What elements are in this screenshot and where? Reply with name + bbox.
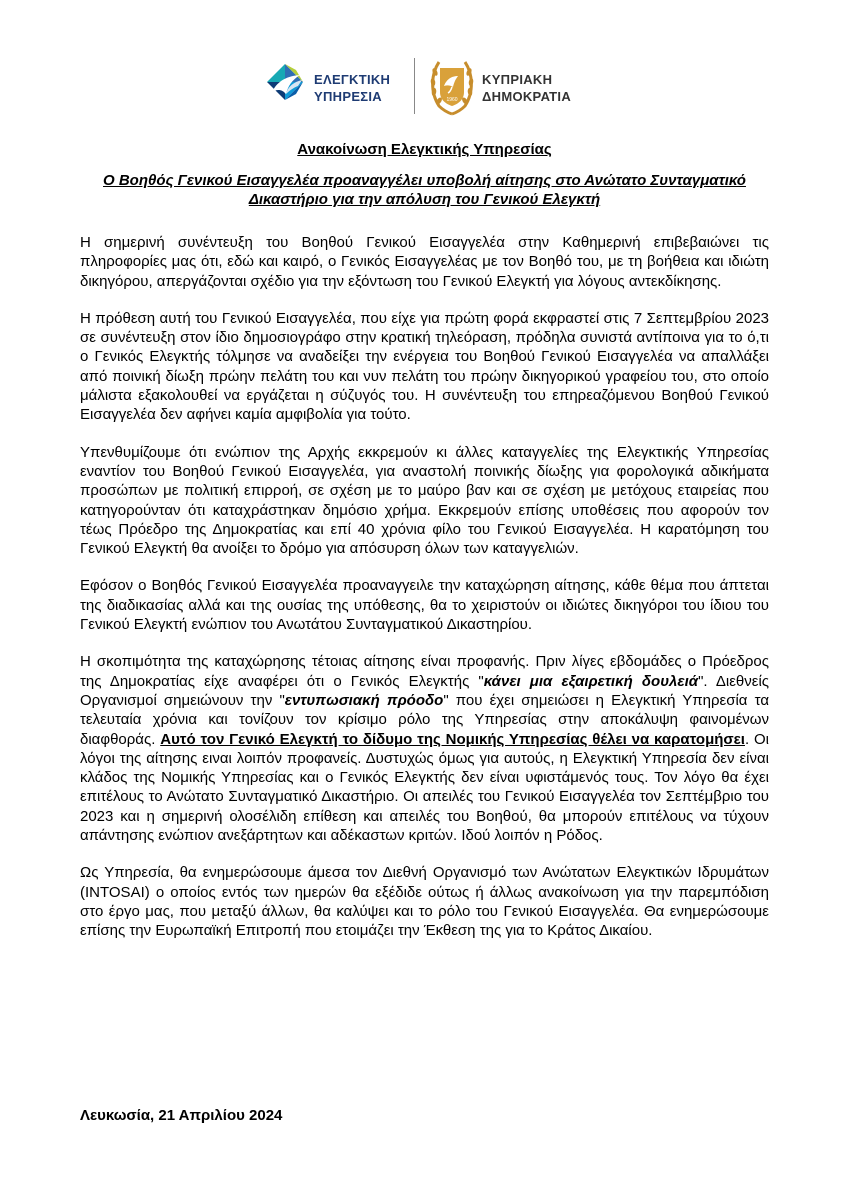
emphasized-text: ολοσέλιδη επίθεση και απειλές του Βοηθού: [229, 807, 528, 825]
paragraph-text: . Πριν λίγες εβδομάδες ο: [525, 653, 703, 671]
emphasized-text: Γενικού Ελεγκτή: [442, 272, 550, 290]
emphasized-text: INTOSAI: [85, 883, 145, 901]
paragraph-text: τον Σεπτέμβριο του 2023 και η σημερινή: [80, 788, 769, 825]
paragraph-text: για την: [294, 272, 349, 290]
paragraph-text: σημειώνουν την ": [156, 691, 285, 709]
announcement-headings: [80, 140, 769, 209]
emphasized-text: Ιδού λοιπόν η Ρόδος: [461, 827, 599, 845]
letterhead: [0, 52, 849, 122]
paragraph-text: τον Διεθνή Οργανισμό των Ανώτατων Ελεγκτικών Ιδρυμάτων (: [80, 864, 769, 901]
emphasized-text: εξόντωση: [348, 272, 413, 290]
emphasized-text: εντυπωσιακή πρόοδο: [284, 691, 444, 709]
emphasized-text: πρόδηλα συνιστά αντίποινα: [515, 329, 700, 347]
emphasized-text: σχέδιο: [250, 272, 295, 290]
paragraph-text: για το ό,τι ο Γενικός Ελεγκτής τόλμησε να αναδείξει την ενέργεια του Βοηθού Γενικού Εισαγγελέα να απαλλάξει από ποινική δίωξη πρώην πελάτη του και νυν πελάτη του πρώην δικηγορικού γραφείου του, στο οποίο μάλιστα εξακολουθεί να εργάζεται η σύζυγός του. Η συνέντευξη του επηρεαζόμενου Βοηθού Γενικού Εισαγγελέα δεν αφήνει καμία αμφιβολία για τούτο.: [80, 329, 769, 424]
republic-name-line1: ΚΥΠΡΙΑΚΗ: [482, 72, 553, 87]
paragraph-text: ".: [698, 672, 716, 690]
paragraph-text: και επί 40 χρόνια φίλο του Γενικού Εισαγγελέα. Η καρατόμηση του Γενικού Ελεγκτή θα ανοίξει το δρόμο για απόσυρση όλων των καταγγελιών.: [80, 520, 769, 558]
emphasized-text: κάνει μια εξαιρετική δουλειά: [483, 672, 699, 690]
paragraph-text: είχε αναφέρει ότι ο Γενικός Ελεγκτής ": [195, 672, 484, 690]
paragraph-text: Η: [80, 653, 97, 671]
cyprus-emblem-icon: [425, 56, 479, 116]
emphasized-text: πρόθεση αυτή: [95, 309, 191, 327]
emphasized-text: Πρόεδρος της Δημοκρατίας: [80, 653, 770, 690]
paragraph-text: .: [151, 730, 161, 748]
paragraph-text: που αφορούν τον: [639, 501, 769, 519]
audit-office-name-line1: ΕΛΕΓΚΤΙΚΗ: [314, 72, 391, 87]
emphasized-text: υποθέσεις: [571, 501, 640, 519]
republic-of-cyprus-logo: [425, 56, 595, 116]
emphasized-text: ο Γενικός Ελεγκτής δεν είναι υφιστάμενός τους: [325, 769, 645, 787]
emphasized-text: ενώπιον της Αρχής εκκρεμούν κι άλλες καταγγελίες: [214, 443, 579, 461]
emphasized-text: ενημερώσουμε άμεσα: [202, 864, 350, 882]
emphasized-text: απειλές του Γενικού Εισαγγελέα: [422, 788, 635, 806]
emphasized-text: Ευρωπαϊκή Επιτροπή: [155, 922, 301, 940]
paragraph-text: ) ο οποίος εντός των ημερών θα εξέδιδε ούτως ή άλλως ανακοίνωση για την παρεμπόδιση στο έργο μας, που μεταξύ άλλων, θα καλύψει και το ρόλο του Γενικού Εισαγγελέα. Θα ενημερώσουμε επίσης την: [80, 883, 769, 940]
paragraph-text: της καταχώρησης τέτοιας: [180, 653, 364, 671]
emblem-year: 1960: [446, 97, 458, 103]
paragraph-text: της Ελεγκτικής Υπηρεσίας εναντίον του Βοηθού Γενικού Εισαγγελέα, για αναστολή ποινικής δίωξης για φορολογικά αδικήματα προσώπων με πολιτική επιρροή, σε σχέση με το μαύρο βαν και σε σχέση με μετόχους εταιρείας που κατηγορούνταν ότι καταχράστηκαν δημόσιο χρήμα. Εκκρεμούν επίσης: [80, 443, 769, 519]
paragraph-text: του: [412, 272, 443, 290]
body-paragraph: [80, 652, 769, 845]
paragraph-text: " που έχει σημειώσει η Ελεγκτική Υπηρεσία τα τελευταία χρόνια και τονίζουν τον: [80, 691, 769, 729]
place-and-date: Λευκωσία, 21 Απριλίου 2024: [80, 1107, 283, 1124]
paragraph-text: που ετοιμάζει την Έκθεση της για το Κράτος Δικαίου.: [300, 922, 653, 940]
body-paragraph: [80, 233, 769, 291]
audit-office-logo: [258, 58, 418, 114]
body-paragraph: [80, 576, 769, 634]
logo-divider: [414, 58, 415, 114]
paragraph-text: , θα μπορούν επιτέλους να τύχουν απάντησης ενώπιον ανεξάρτητων και αδέκαστων κριτών.: [80, 807, 769, 845]
emphasized-text: αντεκδίκησης: [628, 272, 718, 290]
paragraph-text: Ως Υπηρεσία, θα: [80, 864, 203, 882]
paragraph-text: , με τη βοήθεια και ιδιώτη δικηγόρου, απεργάζονται: [80, 253, 769, 290]
body-paragraph: [80, 863, 769, 940]
emphasized-text: Αυτό τον Γενικό Ελεγκτή το δίδυμο της Νομικής Υπηρεσίας θέλει να καρατομήσει: [160, 730, 745, 748]
audit-office-name-line2: ΥΠΗΡΕΣΙΑ: [314, 89, 382, 104]
audit-office-bird-icon: [258, 58, 312, 114]
emphasized-text: Γενικός Εισαγγελέας με τον Βοηθό του: [341, 253, 600, 271]
body-paragraph: [80, 309, 769, 425]
announcement-subtitle: Ο Βοηθός Γενικού Εισαγγελέα προαναγγέλει υποβολή αίτησης στο Ανώτατο Συνταγματικό Δικαστήριο για την απόλυση του Γενικού Ελεγκτή: [103, 172, 746, 208]
paragraph-text: για λόγους: [549, 272, 629, 290]
emphasized-text: αποκάλυψη φαινομένων διαφθοράς: [80, 711, 769, 748]
paragraph-text: της Υπηρεσίας στην: [430, 711, 601, 729]
republic-name-line2: ΔΗΜΟΚΡΑΤΙΑ: [482, 89, 572, 104]
paragraph-text: Υπενθυμίζουμε ότι: [80, 443, 215, 461]
paragraph-text: Εφόσον ο Βοηθός Γενικού Εισαγγελέα προαναγγειλε την καταχώρηση αίτησης, κάθε θέμα που άπτεται της διαδικασίας αλλά και της ουσίας της υπόθεσης, θα το χειριστούν οι ιδιώτες δικηγόροι του ίδιου του Γενικού Ελεγκτή ενώπιον του Ανωτάτου Συνταγματικού Δικαστηρίου.: [80, 577, 769, 634]
announcement-body: [80, 233, 769, 959]
paragraph-text: . Οι λόγοι της αίτησης ειναι λοιπόν προφανείς. Δυστυχώς όμως για αυτούς, η Ελεγκτική Υπηρεσία δεν είναι κλάδος της Νομικής Υπηρεσίας και: [80, 730, 769, 787]
emphasized-text: σκοπιμότητα: [96, 653, 181, 671]
body-paragraph: [80, 443, 769, 559]
paragraph-text: Η σημερινή συνέντευξη του Βοηθού Γενικού Εισαγγελέα στην Καθημερινή επιβεβαιώνει τις πληροφορίες μας ότι, εδώ και καιρό, ο: [80, 234, 769, 271]
paragraph-text: του Γενικού Εισαγγελέα, που είχε για πρώτη φορά εκφραστεί στις 7 Σεπτεμβρίου 2023 σε συνέντευξη στον ίδιο δημοσιογράφο στην κρατική τηλεόραση,: [80, 309, 770, 347]
paragraph-text: .: [717, 272, 722, 290]
paragraph-text: .: [598, 827, 603, 845]
emphasized-text: Διεθνείς Οργανισμοί: [80, 672, 770, 709]
emphasized-text: κρίσιμο ρόλο: [337, 711, 431, 729]
emphasized-text: αίτησης είναι προφανής: [363, 653, 526, 671]
paragraph-text: . Τον λόγο θα έχει επιτέλους το Ανώτατο Συνταγματικό Δικαστήριο. Οι: [80, 769, 769, 806]
emphasized-text: τέως Πρόεδρο της Δημοκρατίας: [80, 520, 298, 538]
paragraph-text: Η: [80, 309, 96, 327]
announcement-title: Ανακοίνωση Ελεγκτικής Υπηρεσίας: [297, 141, 552, 158]
